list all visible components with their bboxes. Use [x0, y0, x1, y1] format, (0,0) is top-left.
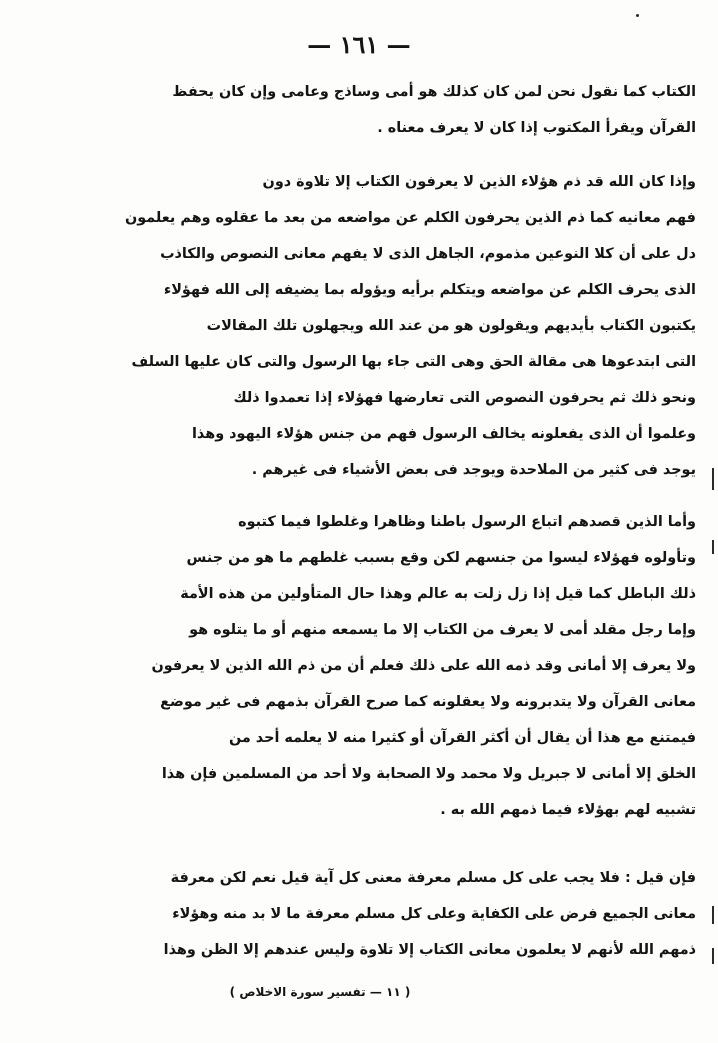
text-line: القرآن ويقرأ المكتوب إذا كان لا يعرف معناه .: [377, 120, 696, 136]
text-line: فهم معانيه كما ذم الذين يحرفون الكلم عن مواضعه من بعد ما عقلوه وهم يعلمون: [124, 210, 696, 226]
text-line: وأما الذين قصدهم اتباع الرسول باطنا وظاهرا وغلطوا فيما كتبوه: [238, 514, 696, 530]
paragraph-2: [98, 164, 696, 488]
text-line: الكتاب كما نقول نحن لمن كان كذلك هو أمى وساذج وعامى وإن كان يحفظ: [172, 84, 696, 100]
text-line: دل على أن كلا النوعين مذموم، الجاهل الذى لا يفهم معانى النصوص والكاذب: [160, 246, 696, 262]
text-line: تشبيه لهم بهؤلاء فيما ذمهم الله به .: [440, 802, 696, 818]
paragraph-4: [98, 860, 696, 968]
text-line: ولا يعرف إلا أمانى وقد ذمه الله على ذلك فعلم أن من ذم الله الذين لا يعرفون: [151, 658, 696, 674]
text-line: ونحو ذلك ثم يحرفون النصوص التى تعارضها فهؤلاء إذا تعمدوا ذلك: [233, 390, 696, 406]
text-line: وإذا كان الله قد ذم هؤلاء الذين لا يعرفون الكتاب إلا تلاوة دون: [262, 174, 696, 190]
scan-edge-mark: [712, 540, 714, 554]
text-line: فيمتنع مع هذا أن يقال أن أكثر القرآن أو كثيرا منه لا يعلمه أحد من: [228, 730, 696, 746]
text-line: يوجد فى كثير من الملاحدة ويوجد فى بعض الأشياء فى غيرهم .: [251, 462, 696, 478]
text-line: ذمهم الله لأنهم لا يعلمون معانى الكتاب إلا تلاوة وليس عندهم إلا الظن وهذا: [163, 942, 696, 958]
text-line: وتأولوه فهؤلاء ليسوا من جنسهم لكن وقع بسبب غلطهم ما هو من جنس: [186, 550, 696, 566]
text-line: الذى يحرف الكلم عن مواضعه ويتكلم برأيه ويؤوله بما يضيفه إلى الله فهؤلاء: [163, 282, 696, 298]
text-line: ذلك الباطل كما قيل إذا زل زلت به عالم وهذا حال المتأولين من هذه الأمة: [180, 586, 696, 602]
footer-signature: ( ١١ — تفسير سورة الاخلاص ): [229, 985, 411, 999]
scan-edge-mark: [712, 906, 714, 924]
page-number: — ١٦١ —: [307, 30, 411, 59]
text-line: فإن قيل : فلا يجب على كل مسلم معرفة معنى كل آية قيل نعم لكن معرفة: [170, 870, 696, 886]
text-line: وإما رجل مقلد أمى لا يعرف من الكتاب إلا ما يسمعه منهم أو ما يتلوه هو: [189, 622, 696, 638]
text-line: معانى القرآن ولا يتدبرونه ولا يعقلونه كما صرح القرآن بذمهم فى غير موضع: [160, 694, 696, 710]
paragraph-1: [98, 74, 696, 146]
scan-edge-mark: [712, 948, 714, 964]
scan-speck: [636, 14, 639, 17]
text-line: وعلموا أن الذى يفعلونه يخالف الرسول فهم من جنس هؤلاء اليهود وهذا: [191, 426, 696, 442]
text-line: يكتبون الكتاب بأيديهم ويقولون هو من عند الله ويجهلون تلك المقالات: [206, 318, 696, 334]
text-line: التى ابتدعوها هى مقالة الحق وهى التى جاء بها الرسول والتى كان عليها السلف: [131, 354, 696, 370]
text-line: الخلق إلا أمانى لا جبريل ولا محمد ولا الصحابة ولا أحد من المسلمين فإن هذا: [161, 766, 696, 782]
scan-edge-mark: [712, 468, 714, 490]
paragraph-3: [98, 504, 696, 828]
text-line: معانى الجميع فرض على الكفاية وعلى كل مسلم معرفة ما لا بد منه وهؤلاء: [172, 906, 696, 922]
